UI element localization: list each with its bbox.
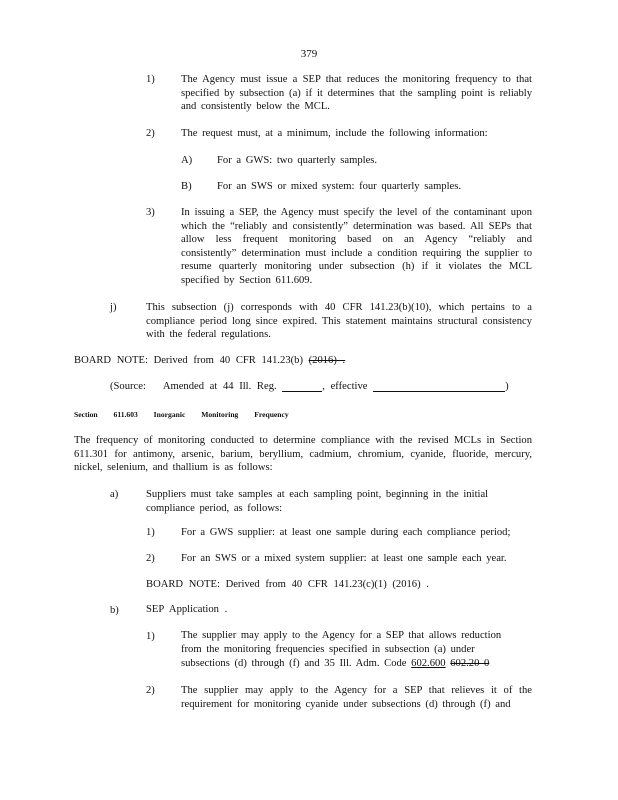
item-label: a) bbox=[110, 489, 119, 500]
effective-date-blank bbox=[373, 381, 505, 392]
paragraph: The request must, at a minimum, include the following information: bbox=[181, 128, 488, 139]
paragraph: For a GWS: two quarterly samples. bbox=[217, 155, 378, 166]
item-label: 1) bbox=[146, 74, 155, 85]
paragraph: For an SWS or mixed system: four quarterly samples. bbox=[217, 181, 462, 192]
item-label: 2) bbox=[146, 685, 155, 696]
section-heading: Section 611.603 Inorganic Monitoring Frequency bbox=[74, 410, 289, 419]
intro-paragraph: The frequency of monitoring conducted to determine compliance with the revised MCLs in Section 611.301 for antimony, arsenic, barium, beryllium, cadmium, chromium, cyanide, fluoride, mercury, nickel, selenium, and thallium is as follows: bbox=[74, 435, 532, 474]
paragraph: For a GWS supplier: at least one sample during each compliance period; bbox=[181, 527, 511, 538]
paragraph: This subsection (j) corresponds with 40 CFR 141.23(b)(10), which pertains to a compliance period long since expired. This statement maintains structural consistency with the federal regulations. bbox=[146, 302, 532, 341]
struck-text: 602.20 0 bbox=[450, 658, 490, 669]
paragraph: The Agency must issue a SEP that reduces the monitoring frequency to that specified by subsection (a) if it determines that the sampling point is reliably and consistently below the MCL. bbox=[181, 74, 532, 113]
paragraph-line: subsections (d) through (f) and 35 Ill. Adm. Code 602.600 602.20 0 bbox=[181, 658, 490, 669]
item-label: 1) bbox=[146, 527, 155, 538]
item-label: 2) bbox=[146, 553, 155, 564]
item-label: 1) bbox=[146, 631, 155, 642]
board-note: BOARD NOTE: Derived from 40 CFR 141.23(b) (2016) . bbox=[74, 355, 346, 366]
source-note: (Source: Amended at 44 Ill. Reg. , effective ) bbox=[110, 381, 509, 392]
paragraph: For an SWS or a mixed system supplier: at least one sample each year. bbox=[181, 553, 507, 564]
item-label: A) bbox=[181, 155, 193, 166]
item-label: j) bbox=[110, 302, 117, 313]
paragraph: The supplier may apply to the Agency for a SEP that relieves it of the requirement for monitoring cyanide under subsections (d) through (f) and bbox=[181, 685, 532, 710]
paragraph: Suppliers must take samples at each sampling point, beginning in the initial compliance period, as follows: bbox=[146, 489, 489, 514]
paragraph: SEP Application . bbox=[146, 604, 228, 615]
item-label: 2) bbox=[146, 128, 155, 139]
page-number: 379 bbox=[300, 48, 318, 60]
paragraph: In issuing a SEP, the Agency must specify the level of the contaminant upon which the “reliably and consistently” determination was based. All SEPs that allow less frequent monitoring based on an Agency “reliably and consistently” determination must include a condition requiring the supplier to resume quarterly monitoring under subsection (h) if it violates the MCL specified by Section 611.609. bbox=[181, 207, 532, 286]
paragraph-line: from the monitoring frequencies specified in subsection (a) under bbox=[181, 644, 475, 655]
register-blank bbox=[282, 381, 322, 392]
item-label: B) bbox=[181, 181, 192, 192]
paragraph-line: The supplier may apply to the Agency for a SEP that allows reduction bbox=[181, 630, 502, 641]
item-label: b) bbox=[110, 605, 119, 616]
struck-text: (2016) bbox=[308, 355, 337, 366]
board-note: BOARD NOTE: Derived from 40 CFR 141.23(c)(1) (2016) . bbox=[146, 579, 429, 590]
item-label: 3) bbox=[146, 207, 155, 218]
inserted-text: 602.600 bbox=[411, 658, 446, 669]
